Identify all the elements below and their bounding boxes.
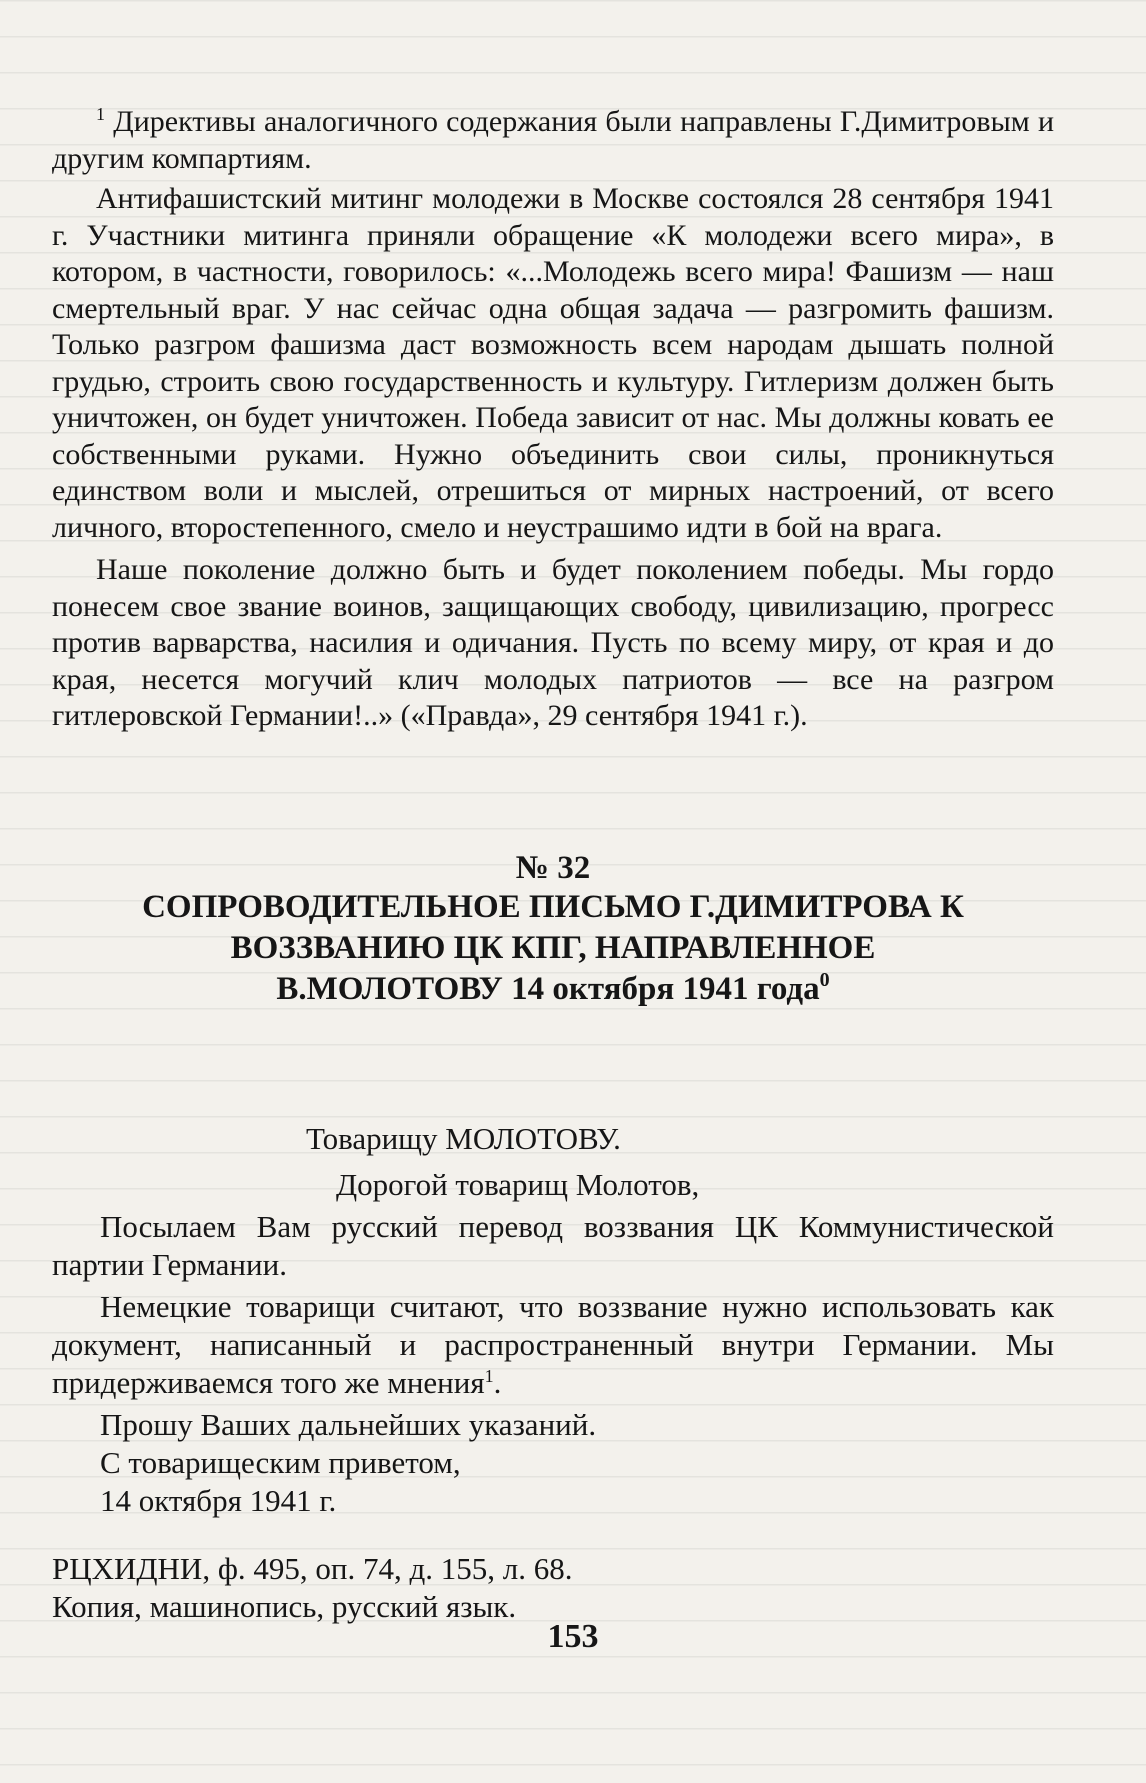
letter-paragraph-1: Посылаем Вам русский перевод воззвания ЦК Коммунистической партии Германии. <box>52 1209 1054 1282</box>
document-number: № 32 <box>515 850 591 886</box>
footnote-text: Директивы аналогичного содержания были направлены Г.Димитровым и другим компартиям. <box>52 105 1054 175</box>
letter-paragraph-3: Прошу Ваших дальнейших указаний. <box>100 1407 597 1442</box>
footnote-marker: 1 <box>96 104 105 124</box>
commentary-paragraph-2: Наше поколение должно быть и будет поколением победы. Мы гордо понесем свое звание воинов, защищающих свободу, цивилизацию, прогресс против варварства, насилия и одичания. Пусть по всему миру, от края и до края, несется могучий клич молодых патриотов — все на разгром гитлеровской Германии!..» («Правда», 29 сентября 1941 г.). <box>52 553 1054 732</box>
footnote-1 <box>52 104 1054 177</box>
page-number: 153 <box>547 1618 599 1655</box>
text-column <box>52 104 1054 1624</box>
title-line-3 <box>52 969 1054 1010</box>
title-line-2: ВОЗЗВАНИЮ ЦК КПГ, НАПРАВЛЕННОЕ <box>230 930 876 966</box>
title-footnote-marker: 0 <box>819 969 830 991</box>
archive-copy-note: Копия, машинопись, русский язык. <box>52 1589 517 1624</box>
letter-paragraph-2-end: . <box>493 1365 502 1400</box>
letter <box>52 1120 1054 1626</box>
letter-addressee: Товарищу МОЛОТОВУ. <box>306 1121 621 1156</box>
title-line-3-text: В.МОЛОТОВУ 14 октября 1941 года <box>276 971 820 1007</box>
document-title <box>52 887 1054 1010</box>
archive-reference: РЦХИДНИ, ф. 495, оп. 74, д. 155, л. 68. <box>52 1551 573 1586</box>
letter-closing: С товарищеским приветом, <box>100 1445 461 1480</box>
letter-paragraph-2-text: Немецкие товарищи считают, что воззвание нужно использовать как документ, написанный и распространенный внутри Германии. Мы придерживаемся того же мнения <box>52 1289 1054 1400</box>
title-line-1: СОПРОВОДИТЕЛЬНОЕ ПИСЬМО Г.ДИМИТРОВА К <box>142 889 964 925</box>
letter-paragraph-2 <box>52 1288 1054 1402</box>
letter-footnote-marker: 1 <box>484 1366 494 1386</box>
commentary-paragraph-1: Антифашистский митинг молодежи в Москве состоялся 28 сентября 1941 г. Участники митинга приняли обращение «К молодежи всего мира», в котором, в частности, говорилось: «...Молодежь всего мира! Фашизм — наш смертельный враг. У нас сейчас одна общая задача — разгромить фашизм. Только разгром фашизма даст возможность всем народам дышать полной грудью, строить свою государственность и культуру. Гитлеризм должен быть уничтожен, он будет уничтожен. Победа зависит от нас. Мы должны ковать ее собственными руками. Нужно объединить свои силы, проникнуться единством воли и мыслей, отрешиться от мирных настроений, от всего личного, второстепенного, смело и неустрашимо идти в бой на врага. <box>52 182 1054 544</box>
letter-date: 14 октября 1941 г. <box>100 1483 337 1518</box>
letter-salutation: Дорогой товарищ Молотов, <box>336 1167 700 1202</box>
